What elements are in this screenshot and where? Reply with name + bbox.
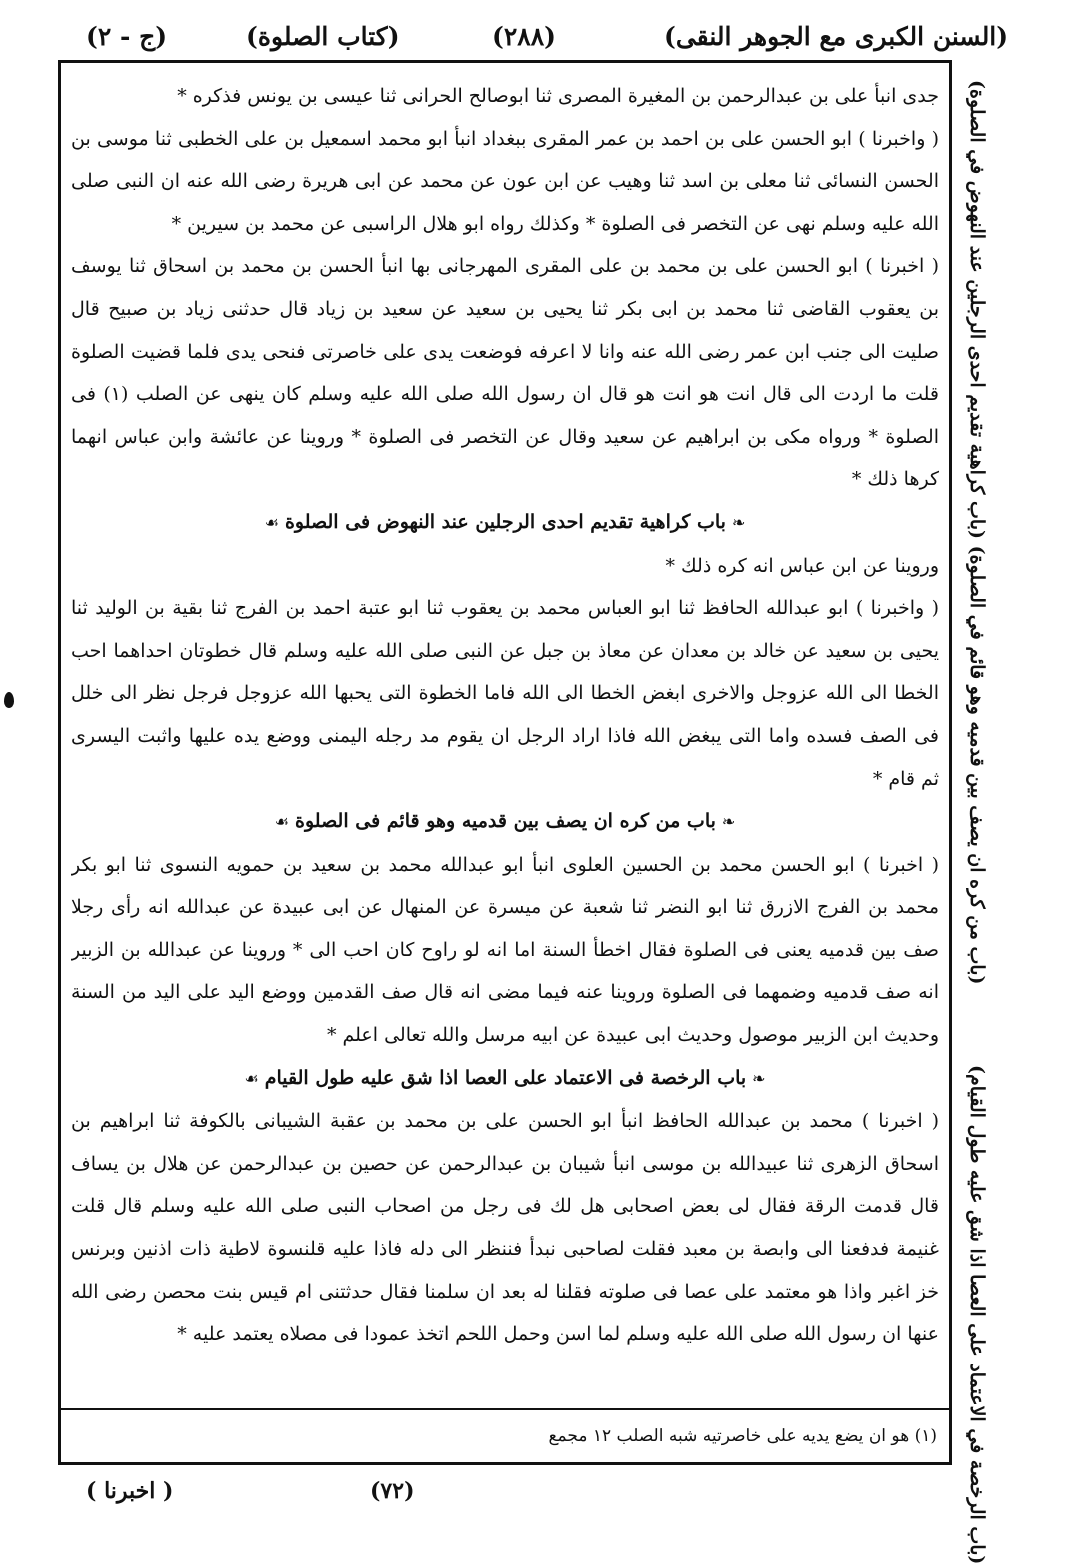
text-frame — [58, 60, 952, 1465]
section-heading — [71, 1057, 939, 1101]
folio-number: (٧٢) — [370, 1478, 415, 1504]
paragraph: ( واخبرنا ) ابو عبدالله الحافظ ثنا ابو العباس محمد بن يعقوب ثنا ابو عتبة احمد بن الفرج ثنا بقية بن الوليد ثنا يحيى بن سعيد عن خالد بن معدان عن معاذ بن جبل عن النبى صلى الله عليه وسلم قال خطوتان احداهما احب الخطا الى الله عزوجل والاخرى ابغض الخطا الى الله فاما الخطوة التى يحبها الله عزوجل فرجل نظر الى خلل فى الصف فسده واما التى يبغض الله فاذا اراد الرجل ان يقوم مد رجله اليمنى ووضع يده عليها واثبت اليسرى ثم قام * — [71, 597, 939, 790]
sidebar-note-lower: (باب الرخصة في الاعتماد على العصا اذا شق عليه طول القيام) — [966, 1065, 988, 1564]
main-text — [71, 75, 939, 1400]
margin-ink-mark — [4, 692, 14, 708]
section-heading — [71, 800, 939, 844]
ornament-icon: ☙ — [244, 1068, 259, 1088]
paragraph: وروينا عن ابن عباس انه كره ذلك * — [665, 554, 939, 577]
section-heading-text: باب الرخصة فى الاعتماد على العصا اذا شق عليه طول القيام — [264, 1066, 747, 1089]
sidebar-notes — [962, 60, 1002, 1564]
paragraph: جدى انبأ على بن عبدالرحمن بن المغيرة المصرى ثنا ابوصالح الحرانى ثنا عيسى بن يونس فذكره * — [177, 85, 939, 107]
footnote: (١) هو ان يضع يديه على خاصرتيه شبه الصلب ١٢ مجمع — [548, 1426, 937, 1446]
ornament-icon: ❧ — [731, 512, 746, 532]
ornament-icon: ☙ — [274, 812, 290, 832]
sidebar-note-upper: (باب من كره ان يصف بين قدميه وهو قائم في الصلوة) (باب كراهية تقديم احدى الرجلين عند النهوض في الصلوة) — [966, 80, 988, 985]
section-heading — [71, 501, 939, 545]
catchword: ( اخبرنا ) — [86, 1478, 174, 1504]
ornament-icon: ❧ — [721, 812, 736, 832]
paragraph: ( واخبرنا ) ابو الحسن على بن احمد بن عمر المقرى ببغداد انبأ ابو محمد اسمعيل بن على الخطبى ثنا موسى بن الحسن النسائى ثنا معلى بن اسد ثنا وهيب عن ابن عون عن محمد عن ابى هريرة رضى الله عنه ان النبى صلى الله عليه وسلم نهى عن التخصر فى الصلوة * وكذلك رواه ابو هلال الراسبى عن محمد بن سيرين * — [71, 127, 939, 235]
book-title: (السنن الكبرى مع الجوهر النقى) — [664, 22, 1009, 51]
footnote-divider — [61, 1408, 949, 1410]
section-heading-text: باب كراهية تقديم احدى الرجلين عند النهوض فى الصلوة — [284, 510, 726, 533]
page-number: (٢٨٨) — [492, 22, 556, 51]
paragraph: ( اخبرنا ) ابو الحسن محمد بن الحسين العلوى انبأ ابو عبدالله محمد بن سعيد بن حمويه النسوى ثنا ابو بكر محمد بن الفرج الازرق ثنا ابو النضر ثنا شعبة عن ميسرة عن المنهال عن ابى عبيدة عن عبدالله انه رأى رجلا صف بين قدميه يعنى فى الصلوة فقال اخطأ السنة اما انه لو راوح كان احب الى * وروينا عن عبدالله بن الزبير انه صف قدميه وضمهما فى الصلوة وروينا عنه فيما مضى انه قال صف القدمين ووضع اليد على اليد من السنة وحديث ابن الزبير موصول وحديث ابى عبيدة عن ابيه مرسل والله تعالى اعلم * — [71, 853, 939, 1047]
ornament-icon: ☙ — [264, 512, 279, 532]
chapter-title: (كتاب الصلوة) — [246, 22, 400, 51]
ornament-icon: ❧ — [752, 1068, 766, 1088]
section-heading-text: باب من كره ان يصف بين قدميه وهو قائم فى الصلوة — [295, 810, 716, 833]
paragraph: ( اخبرنا ) محمد بن عبدالله الحافظ انبأ ابو الحسن على بن محمد بن عقبة الشيبانى بالكوفة ثنا ابراهيم بن اسحاق الزهرى ثنا عبيدالله بن موسى انبأ شيبان بن عبدالرحمن عن حصين بن عبدالرحمن عن هلال بن يساف قال قدمت الرقة فقال لى بعض اصحابى هل لك فى رجل من اصحاب النبى صلى الله عليه وسلم قال قلت غنيمة فدفعنا الى وابصة بن معبد فقلت لصاحبى نبدأ فننظر الى دله فاذا عليه قلنسوة لاطية ذات اذنين وبرنس خز اغبر واذا هو معتمد على عصا فى صلوته فقلنا له بعد ان سلمنا فقال حدثتنى ام قيس بنت محصن رضى الله عنها ان رسول الله صلى الله عليه وسلم لما اسن وحمل اللحم اتخذ عمودا فى مصلاه يعتمد عليه * — [71, 1110, 939, 1346]
volume-number: (ج - ٢) — [86, 22, 168, 51]
paragraph: ( اخبرنا ) ابو الحسن على بن محمد بن على المقرى المهرجانى بها انبأ الحسن بن محمد بن اسحاق ثنا يوسف بن يعقوب القاضى ثنا محمد بن ابى بكر ثنا يحيى بن سعيد عن سعيد بن زياد قال حدثنى زياد بن صبيح قال صليت الى جنب ابن عمر رضى الله عنه وانا لا اعرفه فوضعت يدى على خاصرتى فنحى يدى فلما قضيت الصلوة قلت ما اردت الى قال انت هو انت هو قال ان رسول الله صلى الله عليه وسلم كان ينهى عن الصلب (١) فى الصلوة * ورواه مكى بن ابراهيم عن سعيد وقال عن التخصر فى الصلوة * وروينا عن عائشة وابن عباس انهما كرها ذلك * — [71, 255, 939, 491]
